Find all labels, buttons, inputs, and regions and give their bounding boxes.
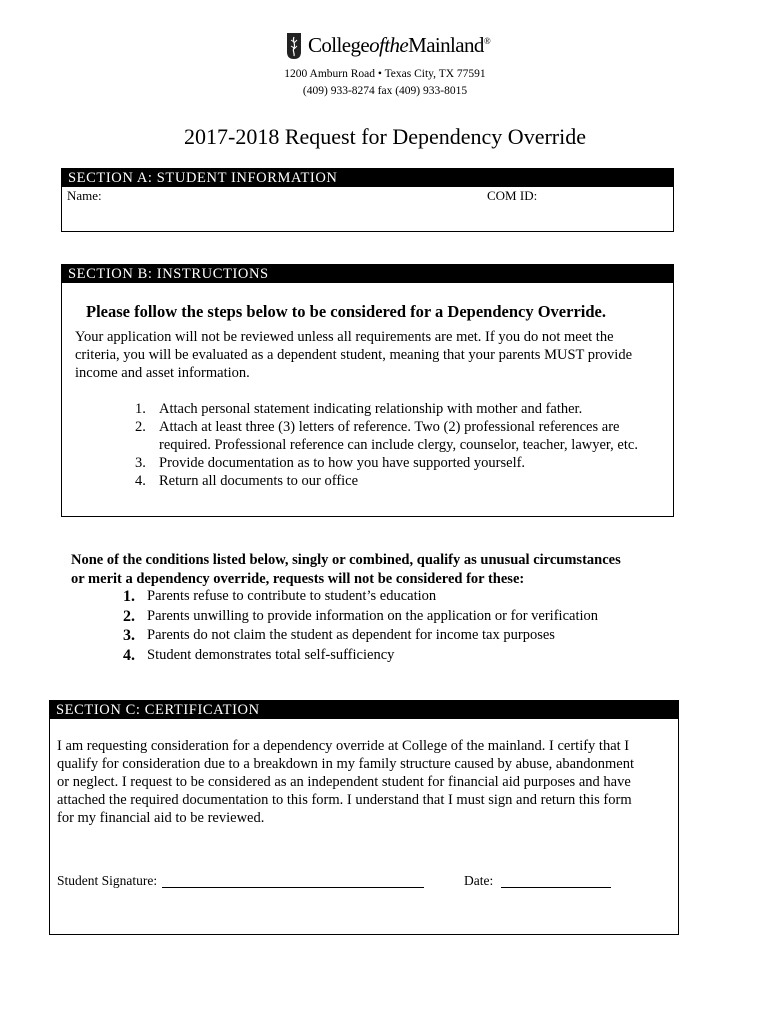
list-item: 2. Attach at least three (3) letters of reference. Two (2) professional references are required. Professional reference can include clergy, counselor, teacher, lawyer, etc.: [135, 419, 638, 453]
date-label: Date:: [464, 873, 494, 888]
com-id-label: COM ID:: [487, 188, 538, 203]
page-title: 2017-2018 Request for Dependency Override: [184, 124, 586, 149]
college-name: CollegeoftheMainland®: [308, 33, 491, 57]
conditions-heading-line-1: None of the conditions listed below, singly or combined, qualify as unusual circumstances: [71, 552, 621, 568]
list-item: 2. Parents unwilling to provide information on the application or for verification: [123, 607, 599, 625]
college-address: 1200 Amburn Road • Texas City, TX 77591: [284, 68, 486, 80]
instructions-lead: Please follow the steps below to be considered for a Dependency Override.: [86, 302, 606, 321]
name-field[interactable]: [142, 187, 472, 223]
com-id-field[interactable]: [547, 187, 667, 223]
certification-line-1: I am requesting consideration for a dependency override at College of the mainland. I certify that I: [57, 738, 630, 754]
section-b-box: [61, 264, 674, 517]
conditions-heading: [71, 551, 621, 589]
date-field[interactable]: [501, 887, 611, 888]
instructions-intro-line-1: Your application will not be reviewed unless all requirements are met. If you do not meet the: [75, 329, 614, 345]
list-item: 4. Return all documents to our office: [135, 473, 359, 489]
list-item: 4. Student demonstrates total self-sufficiency: [123, 646, 395, 664]
section-a-box: [61, 168, 674, 232]
signature-label: Student Signature:: [57, 873, 158, 888]
instructions-intro-line-3: income and asset information.: [75, 365, 250, 381]
college-logo: [286, 32, 516, 62]
college-phone: (409) 933-8274 fax (409) 933-8015: [302, 85, 468, 97]
name-label: Name:: [67, 188, 102, 203]
certification-line-4: attached the required documentation to this form. I understand that I must sign and return this form: [57, 792, 632, 808]
section-a-heading: SECTION A: STUDENT INFORMATION: [62, 169, 673, 187]
instruction-steps: [135, 400, 671, 490]
instructions-intro-line-2: criteria, you will be evaluated as a dependent student, meaning that your parents MUST provide: [75, 347, 633, 363]
certification-line-2: qualify for consideration due to a breakdown in my family structure caused by abuse, abandonment: [57, 756, 635, 772]
college-crest-icon: [286, 32, 302, 60]
certification-line-3: or neglect. I request to be considered as an independent student for financial aid purposes and have: [57, 774, 631, 790]
list-item: 3. Parents do not claim the student as dependent for income tax purposes: [123, 627, 555, 644]
section-c-box: [49, 700, 679, 935]
section-b-heading: SECTION B: INSTRUCTIONS: [62, 265, 673, 283]
certification-line-5: for my financial aid to be reviewed.: [57, 810, 265, 826]
section-c-heading: SECTION C: CERTIFICATION: [50, 701, 678, 719]
conditions-list: [123, 587, 683, 665]
conditions-heading-line-2: or merit a dependency override, requests will not be considered for these:: [71, 571, 525, 587]
signature-field[interactable]: [162, 887, 424, 888]
list-item: 3. Provide documentation as to how you have supported yourself.: [135, 455, 526, 471]
list-item: 1. Parents refuse to contribute to student’s education: [123, 588, 437, 605]
list-item: 1. Attach personal statement indicating relationship with mother and father.: [135, 401, 583, 417]
